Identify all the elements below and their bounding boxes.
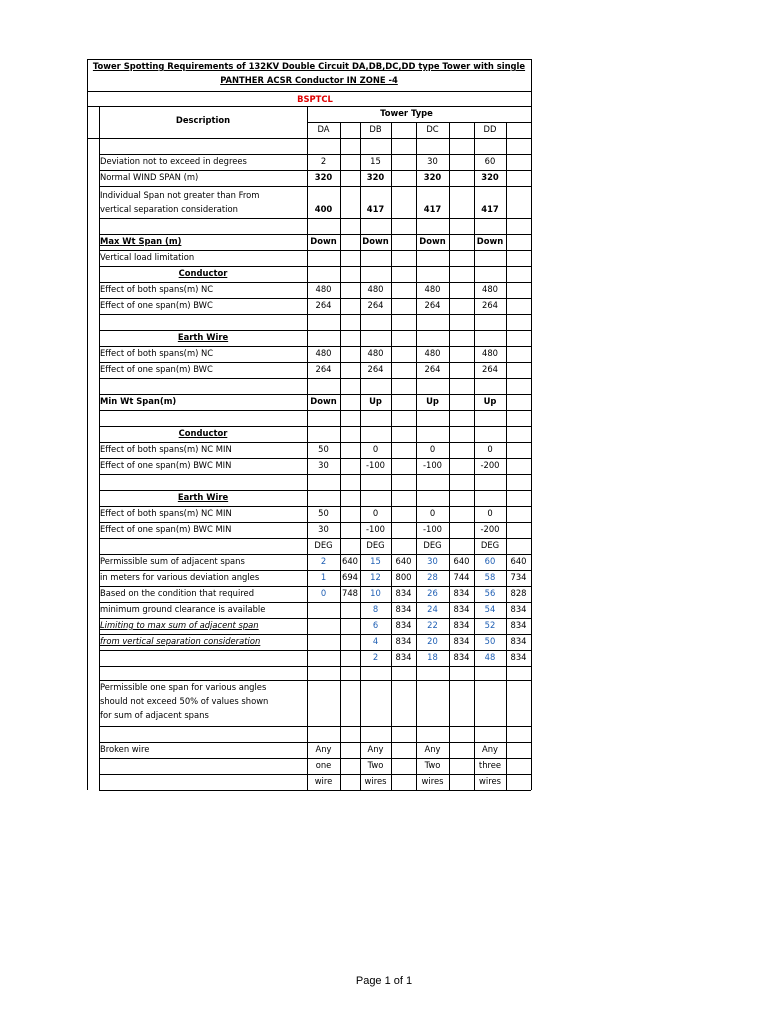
row-label: Conductor: [178, 428, 228, 438]
row-value: -100: [422, 460, 442, 470]
span-row-label: Permissible sum of adjacent spans: [100, 556, 245, 566]
broken-wire-value: wires: [421, 776, 444, 786]
row-value: 480: [482, 284, 498, 294]
grid-line: [99, 218, 531, 219]
deviation-angle: 50: [484, 636, 496, 646]
tower-type-dc: DC: [426, 124, 439, 134]
deviation-angle: 48: [484, 652, 496, 662]
tower-type-dd: DD: [483, 124, 497, 134]
grid-line: [99, 602, 531, 603]
row-value: 417: [366, 204, 385, 214]
deg-label: DEG: [480, 540, 500, 550]
grid-line: [474, 122, 475, 790]
span-sum: 834: [510, 652, 527, 662]
deviation-angle: 22: [427, 620, 438, 630]
row-value: 264: [315, 300, 332, 310]
deviation-angle: 24: [427, 604, 438, 614]
tower-type-da: DA: [317, 124, 330, 134]
row-label: Effect of one span(m) BWC: [100, 300, 213, 310]
span-sum: 828: [510, 588, 527, 598]
broken-wire-value: Two: [424, 760, 441, 770]
row-value: 264: [367, 364, 384, 374]
grid-line-thick: [99, 298, 531, 299]
row-value: 0: [429, 508, 436, 518]
row-value: Down: [476, 236, 504, 246]
row-label: Effect of both spans(m) NC MIN: [100, 444, 232, 454]
row-value: Down: [419, 236, 446, 246]
span-sum: 834: [395, 652, 412, 662]
span-sum: 834: [453, 604, 470, 614]
span-sum: 834: [510, 620, 527, 630]
table-border: [87, 59, 88, 790]
span-sum: 834: [510, 636, 527, 646]
grid-line: [99, 250, 531, 251]
row-value: 264: [424, 300, 441, 310]
note-line: Permissible one span for various angles: [100, 682, 267, 692]
row-value: 0: [372, 508, 379, 518]
span-sum: 834: [453, 620, 470, 630]
tower-type-header: Tower Type: [380, 108, 433, 118]
row-value: 480: [424, 348, 441, 358]
row-value: 264: [315, 364, 332, 374]
page-footer: Page 1 of 1: [355, 975, 413, 987]
grid-line: [99, 378, 531, 379]
deviation-angle: 52: [484, 620, 496, 630]
span-row-label: in meters for various deviation angles: [100, 572, 260, 582]
broken-wire-value: wires: [479, 776, 501, 786]
grid-line: [99, 266, 531, 267]
grid-line: [391, 122, 392, 790]
row-value: 320: [366, 172, 385, 182]
deviation-angle: 4: [372, 636, 379, 646]
deviation-angle: 26: [427, 588, 438, 598]
span-sum: 834: [453, 652, 470, 662]
row-label: Effect of both spans(m) NC: [100, 348, 214, 358]
row-value: 60: [484, 156, 496, 166]
span-sum: 640: [342, 556, 358, 566]
grid-line: [307, 106, 308, 790]
grid-line: [99, 650, 531, 651]
grid-line: [99, 726, 531, 727]
row-value: 0: [429, 444, 436, 454]
row-label: Earth Wire: [177, 492, 229, 502]
span-sum: 834: [510, 604, 527, 614]
deviation-angle: 8: [372, 604, 379, 614]
span-sum: 748: [342, 588, 358, 598]
grid-line: [416, 122, 417, 790]
deg-label: DEG: [423, 540, 442, 550]
span-sum: 834: [395, 636, 412, 646]
grid-line: [99, 586, 531, 587]
broken-wire-value: three: [478, 760, 502, 770]
deviation-angle: 56: [484, 588, 496, 598]
grid-line: [99, 362, 531, 363]
sheet-title: Tower Spotting Requirements of 132KV Double Circuit DA,DB,DC,DD type Tower with single: [92, 61, 526, 71]
span-row-label: minimum ground clearance is available: [100, 604, 266, 614]
grid-line: [99, 774, 531, 775]
tower-type-db: DB: [369, 124, 382, 134]
row-value: 0: [487, 508, 493, 518]
span-sum: 694: [342, 572, 358, 582]
row-label: Effect of both spans(m) NC MIN: [100, 508, 232, 518]
grid-line: [99, 506, 531, 507]
row-value: 0: [487, 444, 493, 454]
row-value: 2: [320, 156, 327, 166]
grid-line: [99, 442, 531, 443]
broken-wire-value: Any: [482, 744, 498, 754]
row-value: 417: [481, 204, 499, 214]
description-header: Description: [175, 115, 231, 125]
row-value: 30: [318, 460, 329, 470]
broken-wire-value: one: [315, 760, 332, 770]
grid-line: [99, 170, 531, 171]
row-value: 417: [423, 204, 442, 214]
row-value: 50: [318, 508, 329, 518]
row-value: 50: [318, 444, 329, 454]
grid-line: [99, 458, 531, 459]
note-line: should not exceed 50% of values shown: [100, 696, 269, 706]
deviation-angle: 54: [484, 604, 496, 614]
deviation-angle: 18: [427, 652, 438, 662]
row-value: 0: [372, 444, 379, 454]
span-sum: 834: [453, 588, 470, 598]
deviation-angle: 12: [370, 572, 381, 582]
grid-line: [506, 122, 507, 790]
span-row-label: from vertical separation consideration: [100, 636, 261, 646]
deviation-angle: 1: [320, 572, 327, 582]
grid-line: [99, 570, 531, 571]
deviation-angle: 58: [484, 572, 496, 582]
deg-label: DEG: [366, 540, 385, 550]
row-label: Individual Span not greater than From: [100, 190, 260, 200]
deviation-angle: 30: [427, 556, 438, 566]
row-label: Earth Wire: [177, 332, 229, 342]
row-value: 264: [367, 300, 384, 310]
row-value: Down: [362, 236, 389, 246]
grid-line: [87, 138, 531, 139]
span-sum: 834: [453, 636, 470, 646]
row-value: 264: [424, 364, 441, 374]
grid-line: [99, 346, 531, 347]
grid-line: [99, 314, 531, 315]
grid-line: [340, 122, 341, 790]
row-label: Normal WIND SPAN (m): [100, 172, 199, 182]
grid-line: [99, 106, 100, 790]
row-value: Up: [426, 396, 439, 406]
row-value: 320: [481, 172, 499, 182]
grid-line: [99, 618, 531, 619]
grid-line: [99, 758, 531, 759]
span-row-label: Based on the condition that required: [100, 588, 255, 598]
grid-line: [99, 474, 531, 475]
row-value: 480: [315, 284, 332, 294]
grid-line: [360, 122, 361, 790]
grid-line: [449, 122, 450, 790]
broken-wire-value: Two: [367, 760, 384, 770]
grid-line: [99, 234, 531, 235]
grid-line: [99, 330, 531, 331]
span-sum: 640: [510, 556, 527, 566]
deviation-angle: 20: [427, 636, 438, 646]
grid-line: [99, 186, 531, 187]
row-value: 264: [482, 364, 498, 374]
span-sum: 640: [453, 556, 470, 566]
span-sum: 834: [395, 620, 412, 630]
row-value: -100: [422, 524, 442, 534]
grid-line: [99, 790, 531, 791]
broken-wire-label: Broken wire: [100, 744, 150, 754]
row-value: 320: [314, 172, 333, 182]
grid-line: [99, 554, 531, 555]
row-value: 480: [367, 284, 384, 294]
row-value: 264: [482, 300, 498, 310]
row-label: Max Wt Span (m): [100, 236, 182, 246]
row-value: 320: [423, 172, 442, 182]
grid-line: [99, 410, 531, 411]
broken-wire-value: Any: [424, 744, 441, 754]
row-value: Down: [310, 396, 337, 406]
row-value: -200: [480, 524, 500, 534]
span-sum: 834: [395, 604, 412, 614]
row-value: 480: [482, 348, 498, 358]
span-sum: 834: [395, 588, 412, 598]
row-label: Deviation not to exceed in degrees: [100, 156, 247, 166]
row-value: -100: [365, 460, 385, 470]
row-value: 480: [315, 348, 332, 358]
grid-line: [99, 490, 531, 491]
row-label: Min Wt Span(m): [100, 396, 177, 406]
span-sum: 640: [395, 556, 412, 566]
row-value: 30: [427, 156, 438, 166]
row-value: Down: [310, 236, 337, 246]
grid-line: [99, 426, 531, 427]
grid-line: [99, 282, 531, 283]
row-value: Up: [369, 396, 382, 406]
deviation-angle: 28: [427, 572, 438, 582]
sheet-title: PANTHER ACSR Conductor IN ZONE -4: [220, 75, 398, 85]
span-row-label: Limiting to max sum of adjacent span: [100, 620, 259, 630]
row-value: 400: [314, 204, 333, 214]
deviation-angle: 0: [320, 588, 327, 598]
row-value: -200: [480, 460, 500, 470]
span-sum: 744: [453, 572, 470, 582]
broken-wire-value: Any: [315, 744, 332, 754]
row-value: 480: [424, 284, 441, 294]
grid-line: [99, 394, 531, 395]
grid-line: [99, 154, 531, 155]
span-sum: 800: [395, 572, 412, 582]
deviation-angle: 2: [372, 652, 379, 662]
deviation-angle: 10: [370, 588, 381, 598]
grid-line: [99, 522, 531, 523]
deviation-angle: 6: [372, 620, 379, 630]
row-label: Effect of one span(m) BWC MIN: [100, 460, 232, 470]
org-name: BSPTCL: [297, 94, 333, 104]
span-sum: 734: [510, 572, 527, 582]
row-value: 480: [367, 348, 384, 358]
row-value: 15: [370, 156, 381, 166]
grid-line: [99, 666, 531, 667]
deviation-angle: 2: [320, 556, 327, 566]
row-label: Vertical load limitation: [100, 252, 195, 262]
row-value: 30: [318, 524, 329, 534]
note-line: for sum of adjacent spans: [100, 710, 209, 720]
broken-wire-value: Any: [367, 744, 384, 754]
broken-wire-value: wires: [364, 776, 387, 786]
deviation-angle: 15: [370, 556, 381, 566]
row-label: Conductor: [178, 268, 228, 278]
row-value: Up: [483, 396, 497, 406]
row-label: vertical separation consideration: [100, 204, 238, 214]
broken-wire-value: wire: [314, 776, 333, 786]
deg-label: DEG: [314, 540, 333, 550]
row-value: -100: [365, 524, 385, 534]
row-label: Effect of one span(m) BWC MIN: [100, 524, 232, 534]
table-border: [531, 59, 532, 790]
row-label: Effect of both spans(m) NC: [100, 284, 214, 294]
row-label: Effect of one span(m) BWC: [100, 364, 213, 374]
deviation-angle: 60: [484, 556, 496, 566]
grid-line: [99, 634, 531, 635]
